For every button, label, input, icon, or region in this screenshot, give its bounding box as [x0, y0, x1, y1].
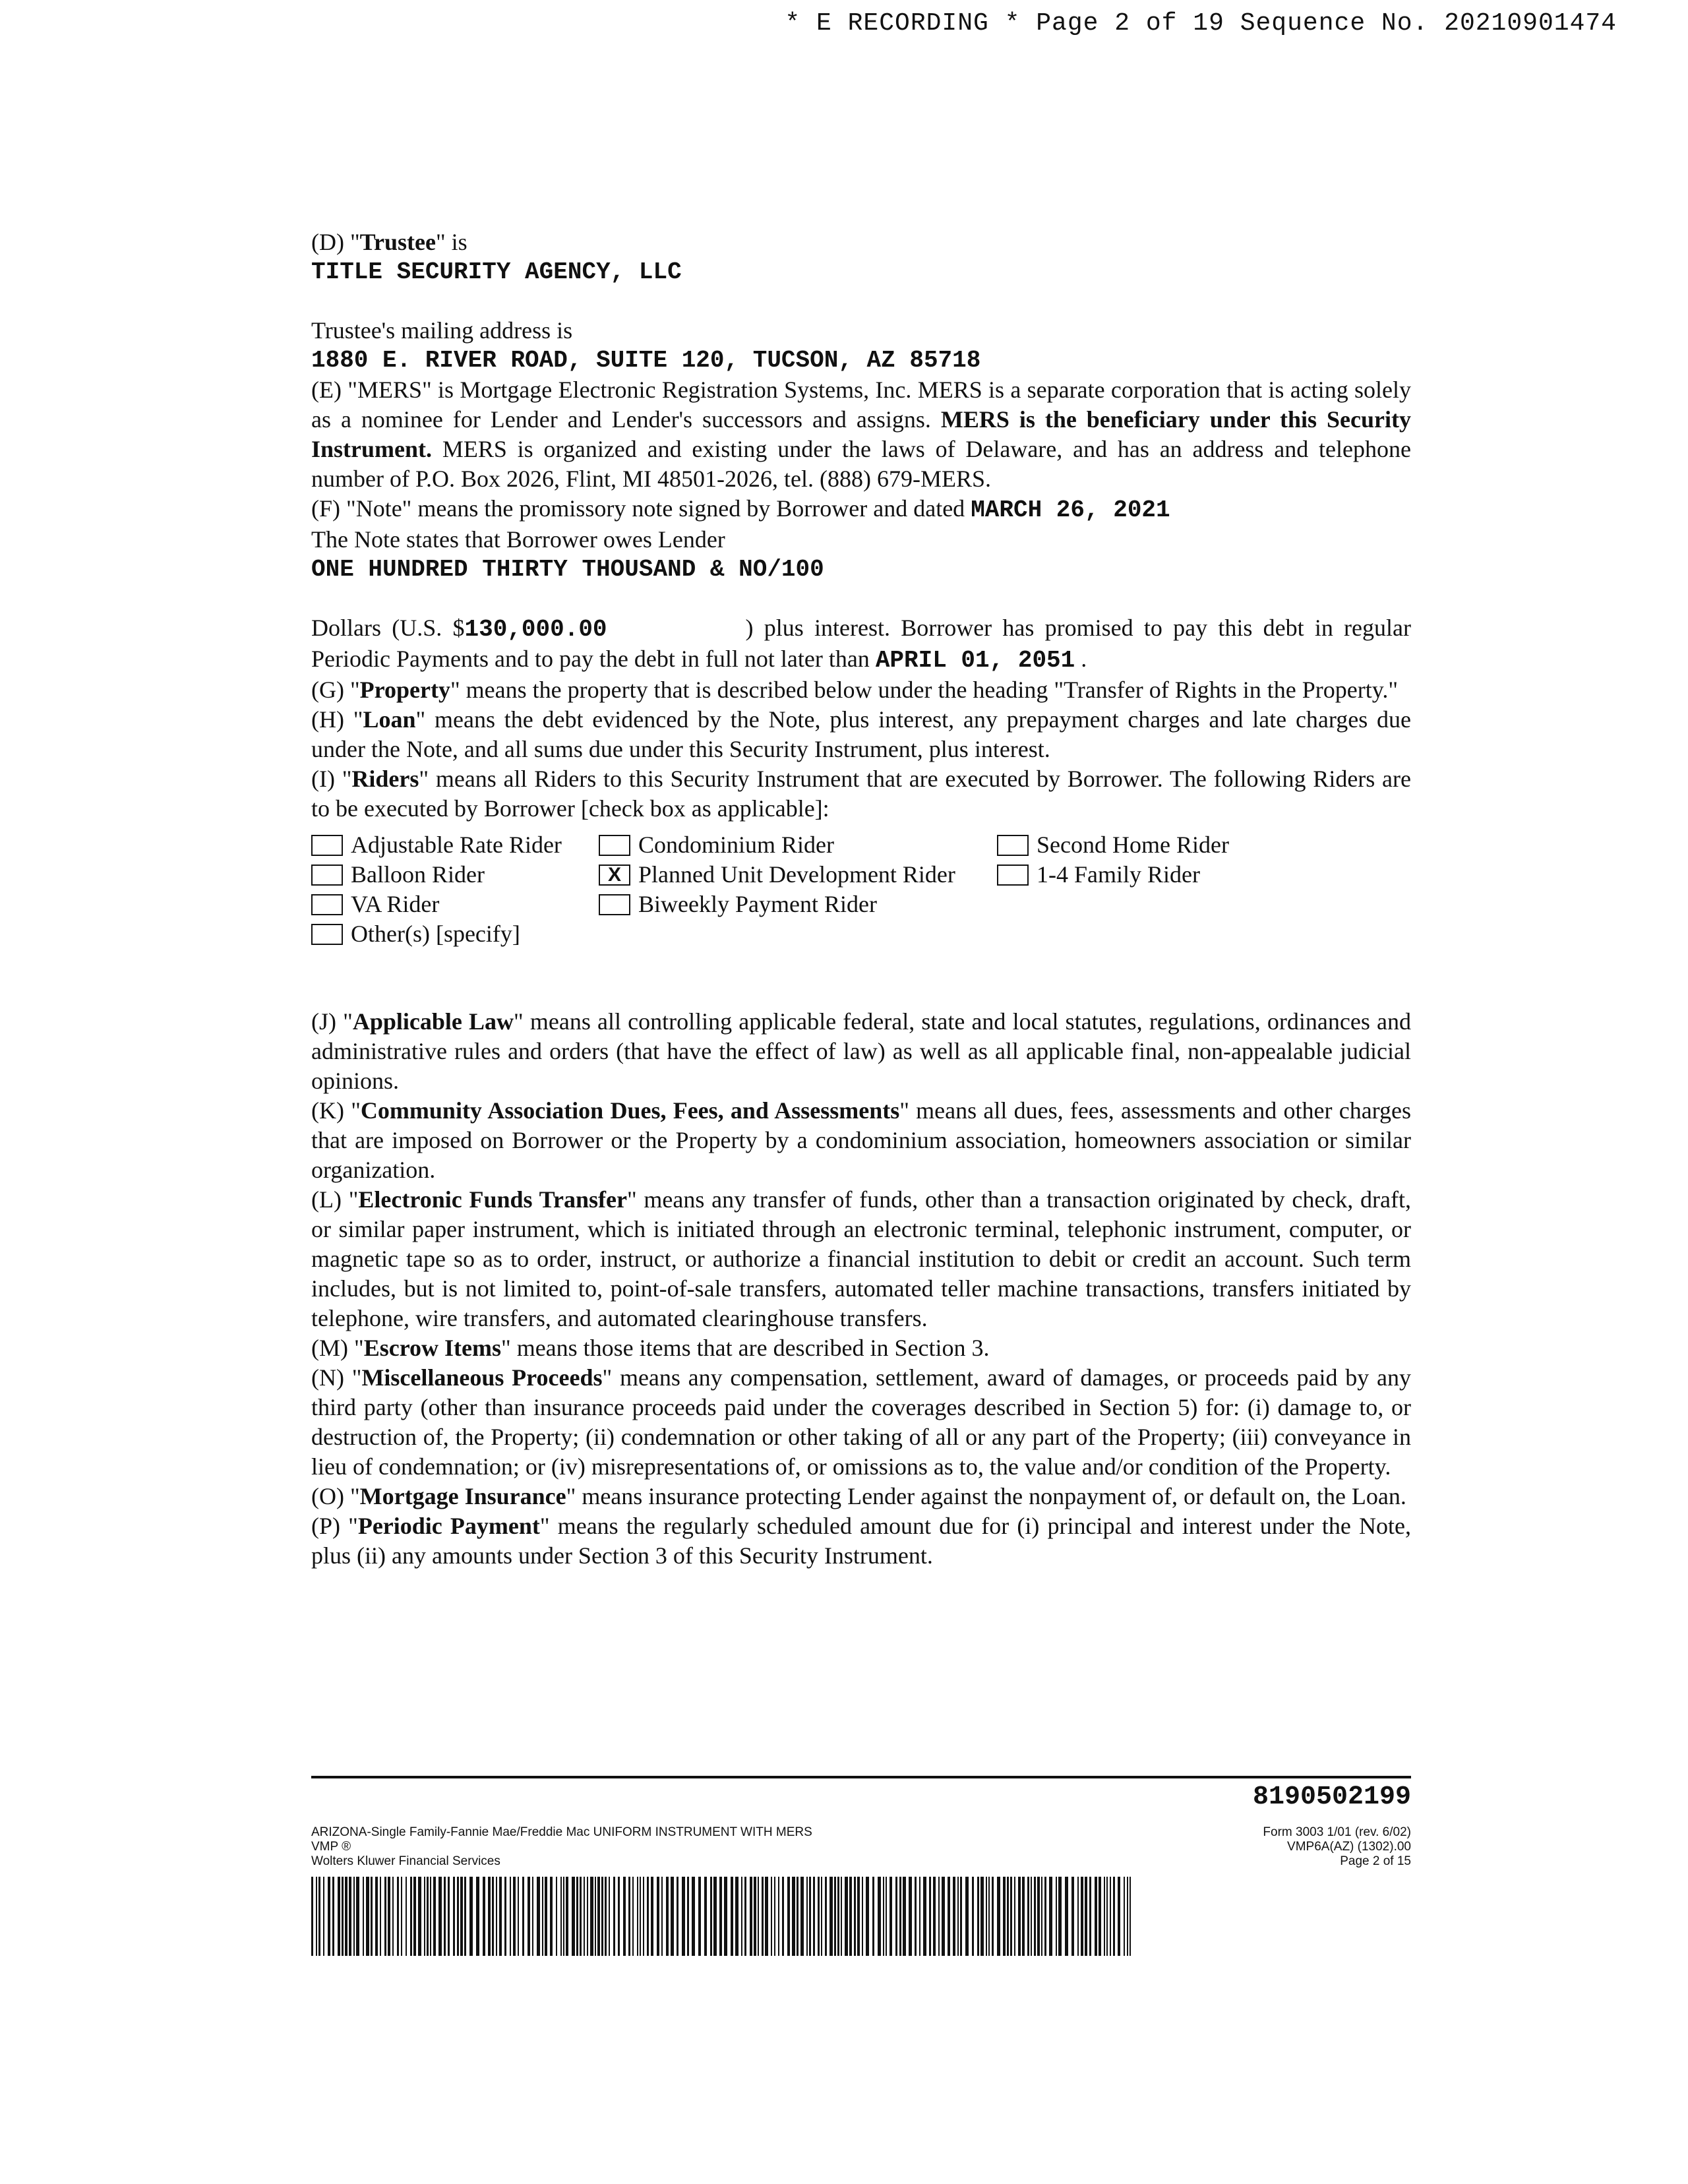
trustee-label: (D) "Trustee" is: [311, 229, 467, 255]
rider-checkbox[interactable]: [599, 894, 630, 915]
page-number: Page 2 of 15: [1340, 1854, 1411, 1868]
footer-form-info: [311, 1825, 812, 1869]
form-code: VMP6A(AZ) (1302).00: [1287, 1840, 1411, 1854]
rider-checkbox[interactable]: [311, 894, 343, 915]
rider-balloon: Balloon Rider: [311, 860, 599, 890]
note-owes-label: The Note states that Borrower owes Lender: [311, 526, 725, 553]
publisher: Wolters Kluwer Financial Services: [311, 1854, 500, 1868]
definition-note: (F) "Note" means the promissory note signed by Borrower and dated MARCH 26, 2021: [311, 495, 1170, 524]
rider-va: VA Rider: [311, 890, 599, 919]
definition-mortgage-insurance: (O) "Mortgage Insurance" means insurance protecting Lender against the nonpayment of, or default on, the Loan.: [311, 1483, 1406, 1509]
rider-checkbox-checked[interactable]: X: [599, 864, 630, 886]
rider-biweekly-payment: Biweekly Payment Rider: [599, 890, 997, 919]
trustee-address-label: Trustee's mailing address is: [311, 317, 573, 344]
rider-adjustable-rate: Adjustable Rate Rider: [311, 830, 599, 860]
form-number: Form 3003 1/01 (rev. 6/02): [1263, 1825, 1411, 1839]
note-maturity-date: APRIL 01, 2051: [875, 647, 1075, 674]
riders-column-2: [599, 830, 997, 949]
recording-header: * E RECORDING * Page 2 of 19 Sequence No. 20210901474: [785, 9, 1617, 38]
riders-column-1: [311, 830, 599, 949]
note-amount: 130,000.00: [464, 616, 607, 643]
definition-applicable-law: (J) "Applicable Law" means all controlling applicable federal, state and local statutes, regulations, ordinances and administrative rules and orders (that have the effect of law) as well as all applicable final, non-appealable judicial opinions.: [311, 1008, 1411, 1094]
loan-number: 8190502199: [1252, 1782, 1411, 1812]
definition-loan: (H) "Loan" means the debt evidenced by the Note, plus interest, any prepayment charges and late charges due under the Note, and all sums due under this Security Instrument, plus interest.: [311, 706, 1411, 762]
rider-second-home: Second Home Rider: [997, 830, 1340, 860]
rider-condominium: Condominium Rider: [599, 830, 997, 860]
form-title: ARIZONA-Single Family-Fannie Mae/Freddie Mac UNIFORM INSTRUMENT WITH MERS: [311, 1825, 812, 1839]
note-date: MARCH 26, 2021: [971, 497, 1170, 524]
rider-1-4-family: 1-4 Family Rider: [997, 860, 1340, 890]
note-amount-paragraph: Dollars (U.S. $130,000.00 ) plus interest. Borrower has promised to pay this debt in regular Periodic Payments and to pay the debt in full not later than APRIL 01, 2051 .: [311, 615, 1411, 674]
rider-checkbox[interactable]: [311, 835, 343, 856]
rider-checkbox[interactable]: [311, 864, 343, 886]
definition-periodic-payment: (P) "Periodic Payment" means the regularly scheduled amount due for (i) principal and interest under the Note, plus (ii) any amounts under Section 3 of this Security Instrument.: [311, 1513, 1411, 1569]
note-amount-words: ONE HUNDRED THIRTY THOUSAND & NO/100: [311, 556, 824, 583]
trustee-section: [311, 228, 1411, 375]
definition-property: (G) "Property" means the property that is described below under the heading "Transfer of Rights in the Property.": [311, 677, 1399, 703]
definition-miscellaneous-proceeds: (N) "Miscellaneous Proceeds" means any compensation, settlement, award of damages, or proceeds paid by any third party (other than insurance proceeds paid under the coverages described in Section 5) for: (i) damage to, or destruction of, the Property; (ii) condemnation or other taking of all or any part of the Property; (iii) conveyance in lieu of condemnation; or (iv) misrepresentations of, or omissions as to, the value and/or condition of the Property.: [311, 1364, 1411, 1480]
riders-checklist: [311, 830, 1411, 949]
definition-escrow-items: (M) "Escrow Items" means those items that are described in Section 3.: [311, 1335, 990, 1361]
rider-other: Other(s) [specify]: [311, 919, 599, 949]
rider-checkbox[interactable]: [997, 864, 1029, 886]
footer-form-number: [1263, 1825, 1411, 1869]
definition-community-association-dues: (K) "Community Association Dues, Fees, and Assessments" means all dues, fees, assessments and other charges that are imposed on Borrower or the Property by a condominium association, homeowners association or similar organization.: [311, 1097, 1412, 1183]
rider-checkbox[interactable]: [599, 835, 630, 856]
document-body: [311, 228, 1411, 1571]
definition-mers: (E) "MERS" is Mortgage Electronic Registration Systems, Inc. MERS is a separate corporation that is acting solely as a nominee for Lender and Lender's successors and assigns. MERS is the beneficiary under this Security Instrument. MERS is organized and existing under the laws of Delaware, and has an address and telephone number of P.O. Box 2026, Flint, MI 48501-2026, tel. (888) 679-MERS.: [311, 377, 1411, 492]
vmp-mark: VMP ®: [311, 1840, 351, 1854]
definition-electronic-funds-transfer: (L) "Electronic Funds Transfer" means any transfer of funds, other than a transaction originated by check, draft, or similar paper instrument, which is initiated through an electronic terminal, telephonic instrument, computer, or magnetic tape so as to order, instruct, or authorize a financial institution to debit or credit an account. Such term includes, but is not limited to, point-of-sale transfers, automated teller machine transactions, transfers initiated by telephone, wire transfers, and automated clearinghouse transfers.: [311, 1186, 1411, 1331]
rider-planned-unit-development: X Planned Unit Development Rider: [599, 860, 997, 890]
barcode-icon: [311, 1877, 1134, 1956]
definition-riders: (I) "Riders" means all Riders to this Security Instrument that are executed by Borrower. The following Riders are to be executed by Borrower [check box as applicable]:: [311, 766, 1411, 822]
trustee-name: TITLE SECURITY AGENCY, LLC: [311, 258, 682, 286]
rider-checkbox[interactable]: [311, 924, 343, 945]
riders-column-3: [997, 830, 1340, 949]
trustee-address: 1880 E. RIVER ROAD, SUITE 120, TUCSON, AZ 85718: [311, 347, 981, 374]
rider-checkbox[interactable]: [997, 835, 1029, 856]
footer-divider: [311, 1776, 1411, 1778]
